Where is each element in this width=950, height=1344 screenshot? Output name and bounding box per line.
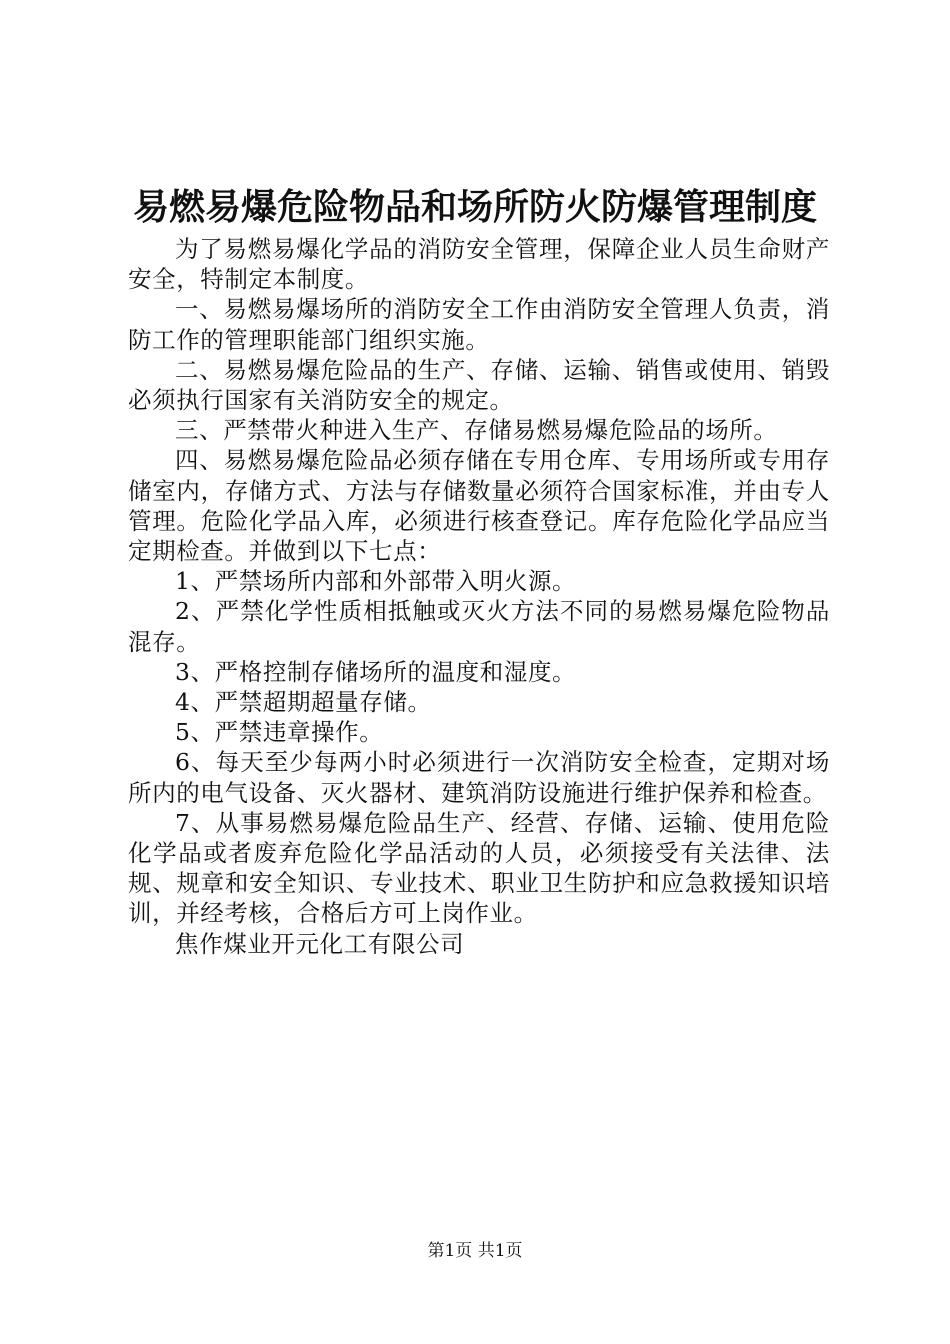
list-item: 6、每天至少每两小时必须进行一次消防安全检查，定期对场所内的电气设备、灭火器材、建筑消防设施进行维护保养和检查。 — [128, 748, 830, 807]
list-item: 3、严格控制存储场所的温度和湿度。 — [175, 657, 577, 686]
list-item: 7、从事易燃易爆危险品生产、经营、存储、运输、使用危险化学品或者废弃危险化学品活动的人员，必须接受有关法律、法规、规章和安全知识、专业技术、职业卫生防护和应急救援知识培训，并经考核，合格后方可上岗作业。 — [128, 808, 830, 928]
intro-paragraph: 为了易燃易爆化学品的消防安全管理，保障企业人员生命财产安全，特制定本制度。 — [128, 235, 830, 294]
rule-4-paragraph: 四、易燃易爆危险品必须存储在专用仓库、专用场所或专用存储室内，存储方式、方法与存储数量必须符合国家标准，并由专人管理。危险化学品入库，必须进行核查登记。库存危险化学品应当定期检查。并做到以下七点： — [128, 446, 830, 566]
page-footer: 第1页 共1页 — [427, 1241, 523, 1261]
rule-3-paragraph: 三、严禁带火种进入生产、存储易燃易爆危险品的场所。 — [175, 416, 778, 445]
company-name: 焦作煤业开元化工有限公司 — [175, 929, 465, 958]
list-item: 2、严禁化学性质相抵触或灭火方法不同的易燃易爆危险物品混存。 — [128, 597, 830, 656]
list-item: 5、严禁违章操作。 — [175, 718, 384, 747]
list-item: 1、严禁场所内部和外部带入明火源。 — [175, 567, 577, 596]
document-body — [128, 234, 830, 959]
rule-1-paragraph: 一、易燃易爆场所的消防安全工作由消防安全管理人负责，消防工作的管理职能部门组织实施。 — [128, 295, 830, 354]
list-item: 4、严禁超期超量存储。 — [175, 688, 432, 717]
rule-2-paragraph: 二、易燃易爆危险品的生产、存储、运输、销售或使用、销毁必须执行国家有关消防安全的规定。 — [128, 355, 830, 415]
document-title: 易燃易爆危险物品和场所防火防爆管理制度 — [132, 186, 817, 228]
